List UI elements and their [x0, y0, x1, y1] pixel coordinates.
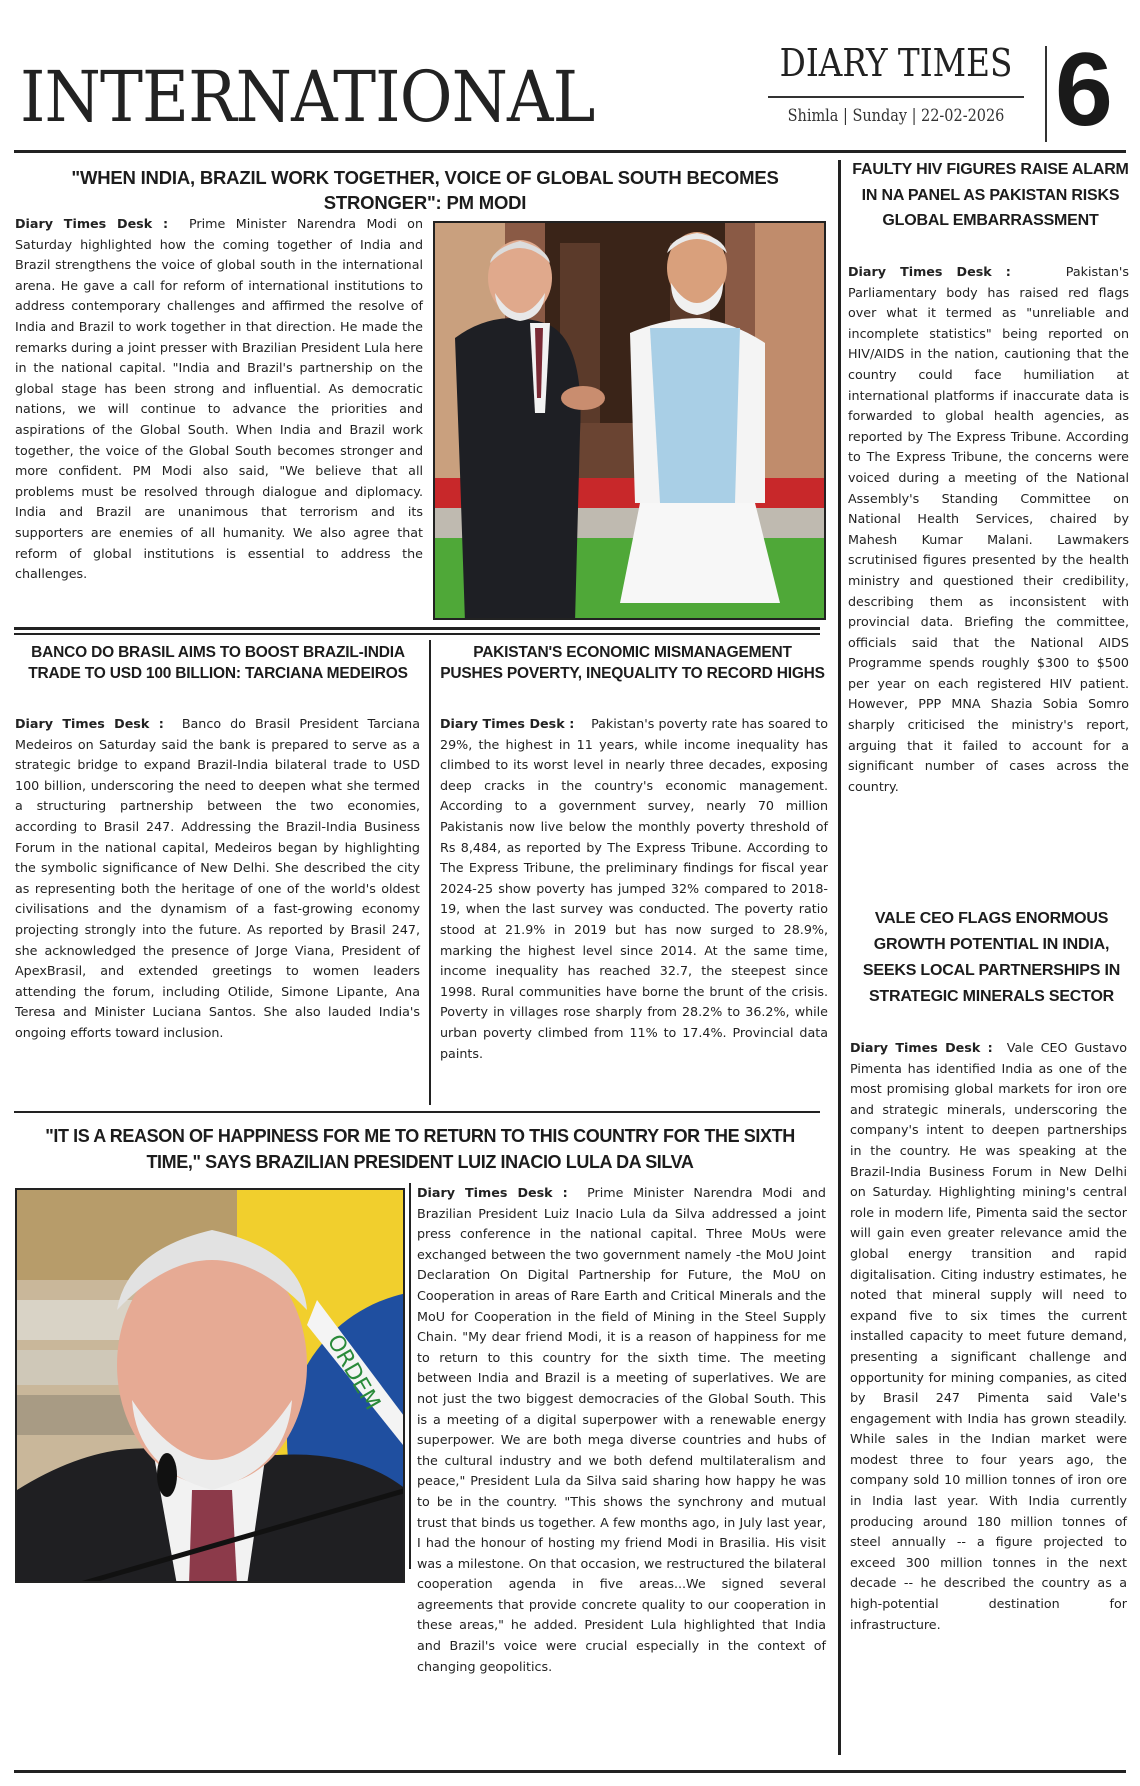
article-text: Pakistan's Parliamentary body has raised red flags over what it termed as "unreliable and incomplete statistics" being reported on HIV/AIDS in the nation, cautioning that the country could face humiliation at international platforms if inaccurate data is forwarded to global health agencies, as reported by The Express Tribune. According to The Express Tribune, the concerns were voiced during a meeting of the National Assembly's Standing Committee on National Health Services, chaired by Mahesh Kumar Malani. Lawmakers scrutinised figures presented by the health ministry and questioned their credibility, describing them as inconsistent with provincial data. Briefing the committee, officials said that the National AIDS Programme spends roughly $300 to $500 per year on each registered HIV patient. However, PPP MNA Shazia Sobia Somro sharply criticised the ministry's report, arguing that it failed to account for a significant number of cases across the country.: [848, 264, 1129, 794]
right-column-rule: [838, 160, 841, 1755]
photo-lula-modi-handshake: [433, 221, 826, 620]
headline-lula: "IT IS A REASON OF HAPPINESS FOR ME TO RETURN TO THIS COUNTRY FOR THE SIXTH TIME," SAYS BRAZILIAN PRESIDENT LUIZ INACIO LULA DA SILVA: [45, 1126, 795, 1172]
section-rule: [14, 633, 820, 635]
byline: Diary Times Desk :: [440, 716, 575, 731]
article-text: Banco do Brasil President Tarciana Medeiros on Saturday said the bank is prepared to serve as a strategic bridge to expand Brazil-India bilateral trade to USD 100 billion, underscoring the need to deepen what she termed a structuring partnership between the two economies, according to Brasil 247. Addressing the Brazil-India Business Forum in the national capital, Medeiros began by highlighting the symbolic significance of New Delhi. She described the city as representing both the heritage of one of the world's oldest civilisations and the dynamism of a fast-growing economy projecting strongly into the future. As reported by Brasil 247, she acknowledged the presence of Jorge Viana, President of ApexBrasil, and extended greetings to women leaders attending the forum, including Otilide, Simone Lipante, Ana Teresa and Minister Luciana Santos. She also lauded India's ongoing efforts toward inclusion.: [15, 716, 420, 1040]
headline-vale: VALE CEO FLAGS ENORMOUS GROWTH POTENTIAL IN INDIA, SEEKS LOCAL PARTNERSHIPS IN STRATEGIC MINERALS SECTOR: [862, 910, 1121, 1005]
section-title: INTERNATIONAL: [20, 56, 595, 138]
page-number: 6: [1055, 32, 1113, 148]
handshake-photo-illustration: [435, 223, 826, 620]
section-rule: [14, 627, 820, 630]
article-text: Prime Minister Narendra Modi and Brazilian President Luiz Inacio Lula da Silva addressed a joint press conference in the national capital. Three MoUs were exchanged between the two government namely -the MoU Joint Declaration On Digital Partnership for Future, the MoU on Cooperation in areas of Rare Earth and Critical Minerals and the MoU for Cooperation in the field of Mining in the Steel Supply Chain. "My dear friend Modi, it is a reason of happiness for me to return to this country for the sixth time. The meeting between India and Brazil is a meeting of superlatives. We are not just the two biggest democracies of the Global South. This is a meeting of a digital superpower with a renewable energy superpower. We are both mega diverse countries and hubs of the cultural industry and we both defend multilateralism and peace," President Lula da Silva said sharing how happy he was to be in the country. "This shows the synchrony and mutual trust that binds us together. A few months ago, in July last year, I had the honour of hosting my friend Modi in Brasilia. His visit was a milestone. On that occasion, we restructured the bilateral cooperation agenda in five areas...We signed several agreements that provide concrete quality to our cooperation in these areas," he added. President Lula highlighted that India and Brazil's voice were crucial especially in the context of changing geopolitics.: [417, 1185, 826, 1674]
page-number-divider: [1045, 46, 1047, 142]
flag-motto-text: ORDEM: [321, 1330, 385, 1415]
edition-meta: Shimla | Sunday | 22-02-2026: [787, 106, 1005, 126]
byline: Diary Times Desk :: [15, 716, 164, 731]
article-body-vale: [850, 1038, 1127, 1635]
column-rule: [409, 1183, 411, 1569]
newspaper-name: DIARY TIMES: [779, 41, 1013, 85]
byline: Diary Times Desk :: [848, 264, 1011, 279]
headline-hiv: FAULTY HIV FIGURES RAISE ALARM IN NA PANEL AS PAKISTAN RISKS GLOBAL EMBARRASSMENT: [852, 161, 1129, 229]
headline-pakistan: PAKISTAN'S ECONOMIC MISMANAGEMENT PUSHES POVERTY, INEQUALITY TO RECORD HIGHS: [440, 644, 825, 682]
column-rule: [429, 640, 431, 1105]
byline: Diary Times Desk :: [15, 216, 169, 231]
headline-modi: "WHEN INDIA, BRAZIL WORK TOGETHER, VOICE OF GLOBAL SOUTH BECOMES STRONGER": PM MODI: [71, 167, 779, 213]
headline-banco: BANCO DO BRASIL AIMS TO BOOST BRAZIL-INDIA TRADE TO USD 100 BILLION: TARCIANA MEDEIROS: [28, 644, 408, 682]
brand-block: [760, 41, 1032, 126]
article-body-banco: [15, 714, 420, 1044]
section-rule: [14, 1111, 820, 1113]
article-body-lula: [417, 1183, 826, 1677]
photo-lula-speaking: [15, 1188, 405, 1583]
article-body-pakistan: [440, 714, 828, 1064]
lula-speaking-photo-illustration: [17, 1190, 405, 1583]
article-text: Prime Minister Narendra Modi on Saturday highlighted how the coming together of India and Brazil strengthens the voice of global south in the international arena. He gave a call for reform of international institutions to address contemporary challenges and affirmed the resolve of India and Brazil to work together in that direction. He made the remarks during a joint presser with Brazilian President Lula here in the national capital. "India and Brazil's partnership on the global stage has been strong and influential. As democratic nations, we will continue to advance the priorities and aspirations of the Global South. When India and Brazil work together, the voice of the Global South becomes stronger and more confident. PM Modi also said, "We believe that all problems must be resolved through dialogue and diplomacy. India and Brazil are unanimous that terrorism and its supporters are enemies of all humanity. We also agree that reform of global institutions is essential to address the challenges.: [15, 216, 423, 582]
article-text: Pakistan's poverty rate has soared to 29%, the highest in 11 years, while income inequality has climbed to its worst level in nearly three decades, exposing deep cracks in the country's economic management. According to a government survey, nearly 70 million Pakistanis now live below the monthly poverty threshold of Rs 8,484, as reported by The Express Tribune. According to The Express Tribune, the preliminary findings for fiscal year 2024-25 show poverty has jumped 32% compared to 2018-19, when the last survey was conducted. The poverty ratio stood at 21.9% in 2019 but has now surged to 28.9%, marking the highest level since 2014. At the same time, income inequality has reached 32.7, the steepest since 1998. Rural communities have borne the brunt of the crisis. Poverty in villages rose sharply from 28.2% to 36.2%, while urban poverty climbed from 11% to 17.4%. Provincial data paints.: [440, 716, 828, 1061]
masthead-rule: [14, 150, 1126, 153]
byline: Diary Times Desk :: [417, 1185, 568, 1200]
article-text: Vale CEO Gustavo Pimenta has identified India as one of the most promising global markets for iron ore and strategic minerals, underscoring the company's intent to deepen partnerships in the country. He was speaking at the Brazil-India Business Forum in New Delhi on Saturday. Highlighting mining's central role in modern life, Pimenta said the sector will gain even greater relevance amid the global energy transition and rapid digitalisation. Citing industry estimates, he noted that mineral supply will need to expand five to six times the current installed capacity to meet future demand, presenting a significant challenge and opportunity for mining companies, as cited by Brasil 247 Pimenta said Vale's engagement with India has grown steadily. While sales in the Indian market were modest three to four years ago, the company sold 10 million tonnes of iron ore in India last year. With India currently producing around 180 million tonnes of steel annually -- a figure projected to exceed 300 million tonnes in the next decade -- he described the country as a high-potential destination for infrastructure.: [850, 1040, 1127, 1632]
byline: Diary Times Desk :: [850, 1040, 993, 1055]
article-body-hiv: [848, 262, 1129, 797]
article-body-modi: [15, 214, 423, 585]
bottom-rule: [14, 1770, 1126, 1773]
brand-rule: [768, 96, 1024, 98]
